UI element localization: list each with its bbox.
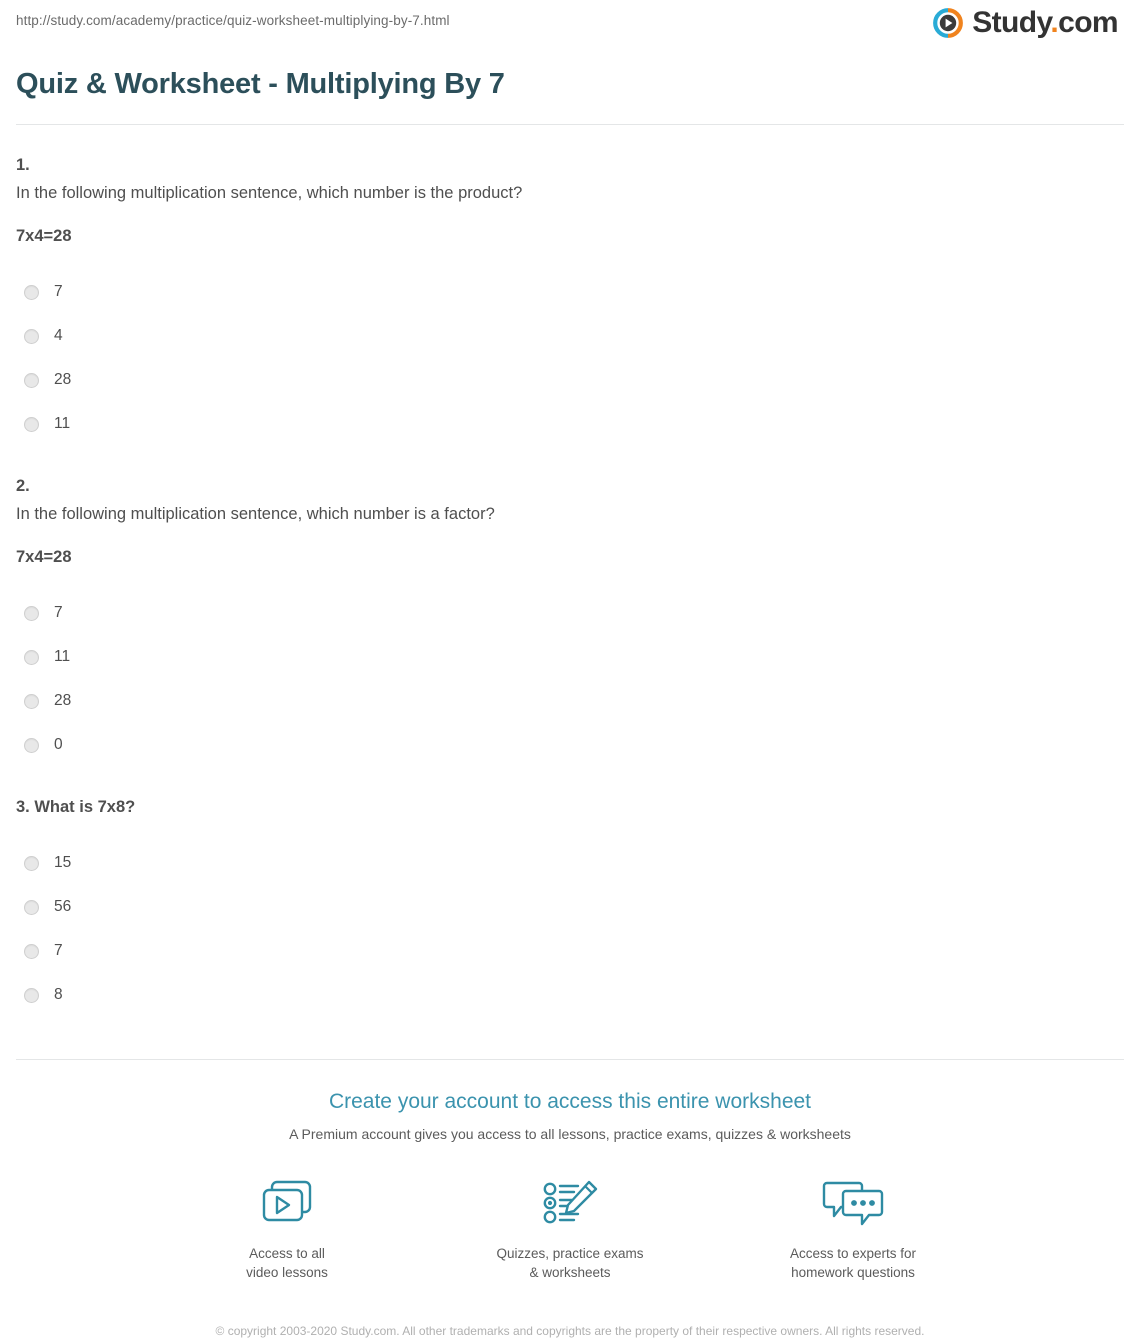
radio-button-icon[interactable] bbox=[24, 900, 39, 915]
option-row[interactable] bbox=[16, 885, 1124, 929]
feature-label-line2: & worksheets bbox=[529, 1265, 611, 1280]
option-label: 28 bbox=[54, 692, 72, 709]
question-2-expression: 7x4=28 bbox=[16, 548, 72, 566]
page-title: Quiz & Worksheet - Multiplying By 7 bbox=[16, 68, 505, 100]
feature-video-lessons bbox=[200, 1174, 375, 1282]
question-2-options bbox=[16, 591, 1124, 767]
option-label: 15 bbox=[54, 854, 72, 871]
option-label: 28 bbox=[54, 371, 72, 388]
option-row[interactable] bbox=[16, 591, 1124, 635]
question-1-options bbox=[16, 270, 1124, 446]
feature-label-line1: Quizzes, practice exams bbox=[496, 1246, 644, 1261]
radio-button-icon[interactable] bbox=[24, 988, 39, 1003]
option-row[interactable] bbox=[16, 973, 1124, 1017]
option-label: 7 bbox=[54, 942, 63, 959]
option-row[interactable] bbox=[16, 358, 1124, 402]
option-label: 4 bbox=[54, 327, 63, 344]
page-header bbox=[0, 0, 1140, 52]
radio-button-icon[interactable] bbox=[24, 694, 39, 709]
feature-list bbox=[0, 1174, 1140, 1282]
option-row[interactable] bbox=[16, 929, 1124, 973]
questions-list bbox=[0, 125, 1140, 1017]
feature-label bbox=[766, 1244, 941, 1282]
radio-button-icon[interactable] bbox=[24, 650, 39, 665]
option-row[interactable] bbox=[16, 270, 1124, 314]
feature-label bbox=[200, 1244, 375, 1282]
option-label: 56 bbox=[54, 898, 72, 915]
question-2 bbox=[16, 446, 1124, 767]
option-row[interactable] bbox=[16, 402, 1124, 446]
question-1-number: 1. bbox=[16, 156, 30, 174]
feature-label-line1: Access to all bbox=[249, 1246, 325, 1261]
question-1 bbox=[16, 125, 1124, 446]
question-1-prompt: In the following multiplication sentence, which number is the product? bbox=[16, 184, 523, 202]
video-lessons-icon bbox=[200, 1174, 375, 1232]
logo-text-dot: . bbox=[1050, 6, 1059, 39]
option-label: 11 bbox=[54, 648, 71, 665]
cta-subtitle: A Premium account gives you access to all lessons, practice exams, quizzes & worksheets bbox=[289, 1126, 851, 1142]
option-label: 7 bbox=[54, 283, 63, 300]
option-row[interactable] bbox=[16, 841, 1124, 885]
feature-label bbox=[483, 1244, 658, 1282]
logo-text-study: Study bbox=[972, 6, 1051, 39]
chat-bubbles-icon bbox=[766, 1174, 941, 1232]
logo-wordmark bbox=[972, 8, 1118, 38]
logo-text-com: com bbox=[1058, 6, 1118, 39]
study-com-logo[interactable] bbox=[933, 8, 1118, 38]
option-label: 0 bbox=[54, 736, 63, 753]
option-row[interactable] bbox=[16, 723, 1124, 767]
page-url: http://study.com/academy/practice/quiz-worksheet-multiplying-by-7.html bbox=[16, 13, 450, 28]
radio-button-icon[interactable] bbox=[24, 373, 39, 388]
option-row[interactable] bbox=[16, 314, 1124, 358]
feature-label-line1: Access to experts for bbox=[789, 1246, 917, 1261]
option-row[interactable] bbox=[16, 679, 1124, 723]
question-1-expression: 7x4=28 bbox=[16, 227, 72, 245]
feature-label-line2: video lessons bbox=[246, 1265, 328, 1280]
play-circle-icon bbox=[933, 8, 963, 38]
create-account-cta bbox=[0, 1088, 1140, 1341]
copyright-notice: © copyright 2003-2020 Study.com. All other trademarks and copyrights are the property of their respective owners. All rights reserved. bbox=[215, 1324, 925, 1338]
feature-label-line2: homework questions bbox=[791, 1265, 915, 1280]
radio-button-icon[interactable] bbox=[24, 417, 39, 432]
radio-button-icon[interactable] bbox=[24, 285, 39, 300]
question-3-options bbox=[16, 841, 1124, 1017]
option-label: 8 bbox=[54, 986, 63, 1003]
feature-quizzes bbox=[483, 1174, 658, 1282]
cta-divider bbox=[16, 1059, 1124, 1060]
question-3 bbox=[16, 767, 1124, 1017]
radio-button-icon[interactable] bbox=[24, 944, 39, 959]
option-label: 7 bbox=[54, 604, 63, 621]
option-label: 11 bbox=[54, 415, 71, 432]
question-2-number: 2. bbox=[16, 477, 30, 495]
radio-button-icon[interactable] bbox=[24, 856, 39, 871]
cta-title[interactable]: Create your account to access this entire worksheet bbox=[328, 1090, 812, 1113]
radio-button-icon[interactable] bbox=[24, 606, 39, 621]
radio-button-icon[interactable] bbox=[24, 738, 39, 753]
question-2-prompt: In the following multiplication sentence, which number is a factor? bbox=[16, 505, 495, 523]
feature-experts bbox=[766, 1174, 941, 1282]
option-row[interactable] bbox=[16, 635, 1124, 679]
radio-button-icon[interactable] bbox=[24, 329, 39, 344]
quiz-pencil-icon bbox=[483, 1174, 658, 1232]
question-3-number: 3. What is 7x8? bbox=[16, 798, 136, 816]
